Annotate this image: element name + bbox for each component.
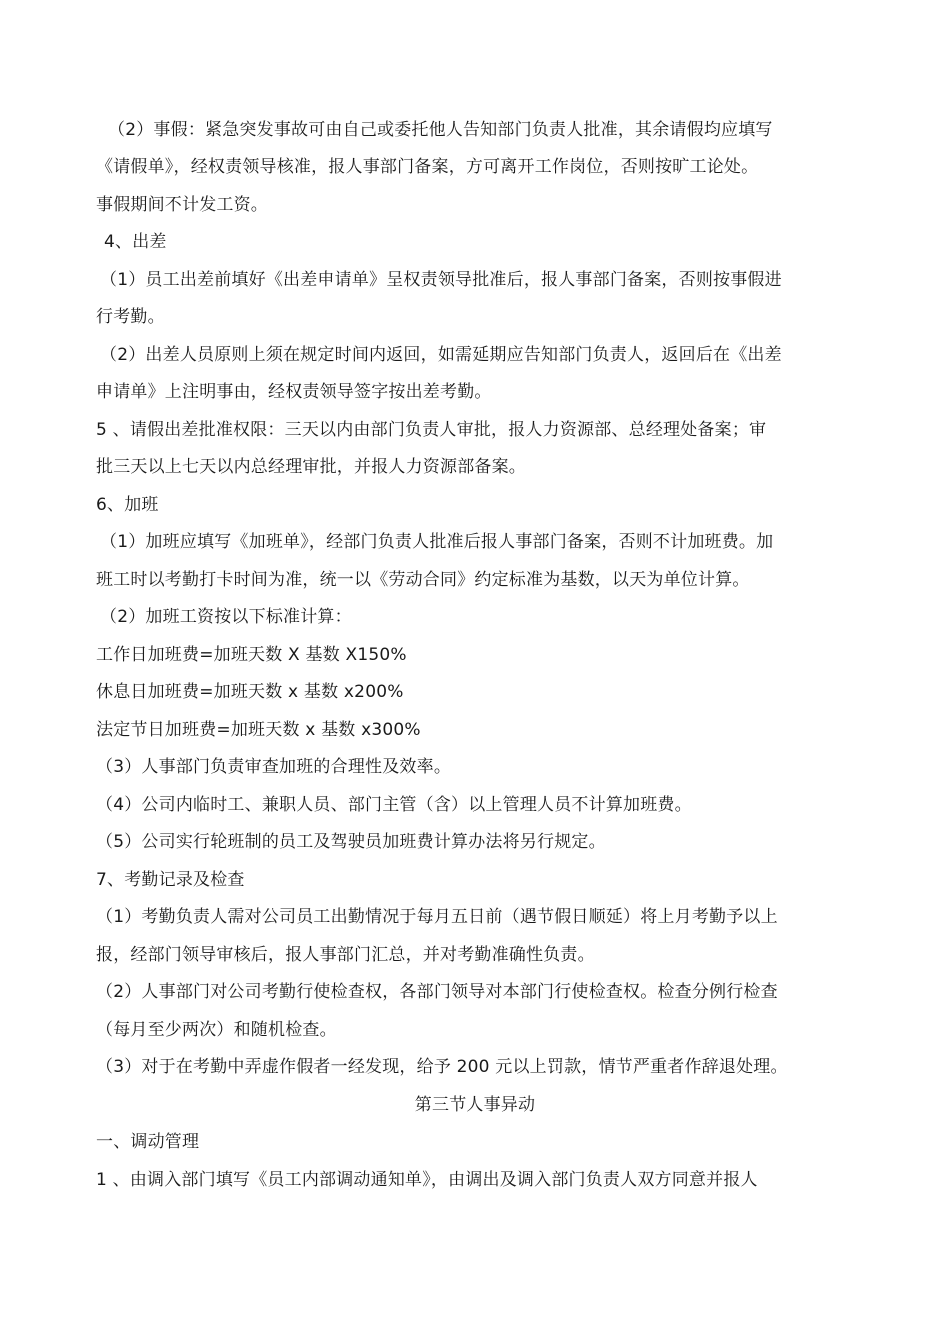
para-attendance-2-line-2: （每月至少两次）和随机检查。 <box>96 1020 337 1040</box>
formula-workday: 工作日加班费=加班天数 X 基数 X150% <box>96 645 407 665</box>
para-trip-2-line-1: （2）出差人员原则上须在规定时间内返回，如需延期应告知部门负责人，返回后在《出差 <box>100 345 782 365</box>
heading-attendance-records: 7、考勤记录及检查 <box>96 870 245 890</box>
para-personal-leave-line-1: （2）事假：紧急突发事故可由自己或委托他人告知部门负责人批准，其余请假均应填写 <box>108 120 773 140</box>
para-overtime-1-line-2: 班工时以考勤打卡时间为准，统一以《劳动合同》约定标准为基数，以天为单位计算。 <box>96 570 750 590</box>
para-attendance-1-line-1: （1）考勤负责人需对公司员工出勤情况于每月五日前（遇节假日顺延）将上月考勤予以上 <box>96 907 778 927</box>
formula-restday: 休息日加班费=加班天数 x 基数 x200% <box>96 682 404 702</box>
section-title: 第三节人事异动 <box>414 1095 536 1115</box>
para-attendance-3: （3）对于在考勤中弄虚作假者一经发现，给予 200 元以上罚款，情节严重者作辞退处理。 <box>96 1057 788 1077</box>
para-personal-leave-line-3: 事假期间不计发工资。 <box>96 195 268 215</box>
para-trip-1-line-1: （1）员工出差前填好《出差申请单》呈权责领导批准后，报人事部门备案，否则按事假进 <box>100 270 782 290</box>
formula-holiday: 法定节日加班费=加班天数 x 基数 x300% <box>96 720 421 740</box>
para-approval-line-2: 批三天以上七天以内总经理审批，并报人力资源部备案。 <box>96 457 526 477</box>
heading-business-trip: 4、出差 <box>104 232 167 252</box>
para-overtime-5: （5）公司实行轮班制的员工及驾驶员加班费计算办法将另行规定。 <box>96 832 606 852</box>
para-approval-line-1: 5 、请假出差批准权限：三天以内由部门负责人审批，报人力资源部、总经理处备案；审 <box>96 420 767 440</box>
para-attendance-1-line-2: 报，经部门领导审核后，报人事部门汇总，并对考勤准确性负责。 <box>96 945 595 965</box>
para-overtime-3: （3）人事部门负责审查加班的合理性及效率。 <box>96 757 452 777</box>
heading-transfer-management: 一、调动管理 <box>96 1132 200 1152</box>
para-transfer-1: 1 、由调入部门填写《员工内部调动通知单》，由调出及调入部门负责人双方同意并报人 <box>96 1170 758 1190</box>
para-overtime-2: （2）加班工资按以下标准计算： <box>100 607 352 627</box>
para-trip-1-line-2: 行考勤。 <box>96 307 165 327</box>
para-attendance-2-line-1: （2）人事部门对公司考勤行使检查权，各部门领导对本部门行使检查权。检查分例行检查 <box>96 982 778 1002</box>
para-personal-leave-line-2: 《请假单》，经权责领导核准，报人事部门备案，方可离开工作岗位，否则按旷工论处。 <box>96 157 759 177</box>
para-trip-2-line-2: 申请单》上注明事由，经权责领导签字按出差考勤。 <box>96 382 492 402</box>
para-overtime-4: （4）公司内临时工、兼职人员、部门主管（含）以上管理人员不计算加班费。 <box>96 795 692 815</box>
para-overtime-1-line-1: （1）加班应填写《加班单》，经部门负责人批准后报人事部门备案，否则不计加班费。加 <box>100 532 774 552</box>
heading-overtime: 6、加班 <box>96 495 159 515</box>
